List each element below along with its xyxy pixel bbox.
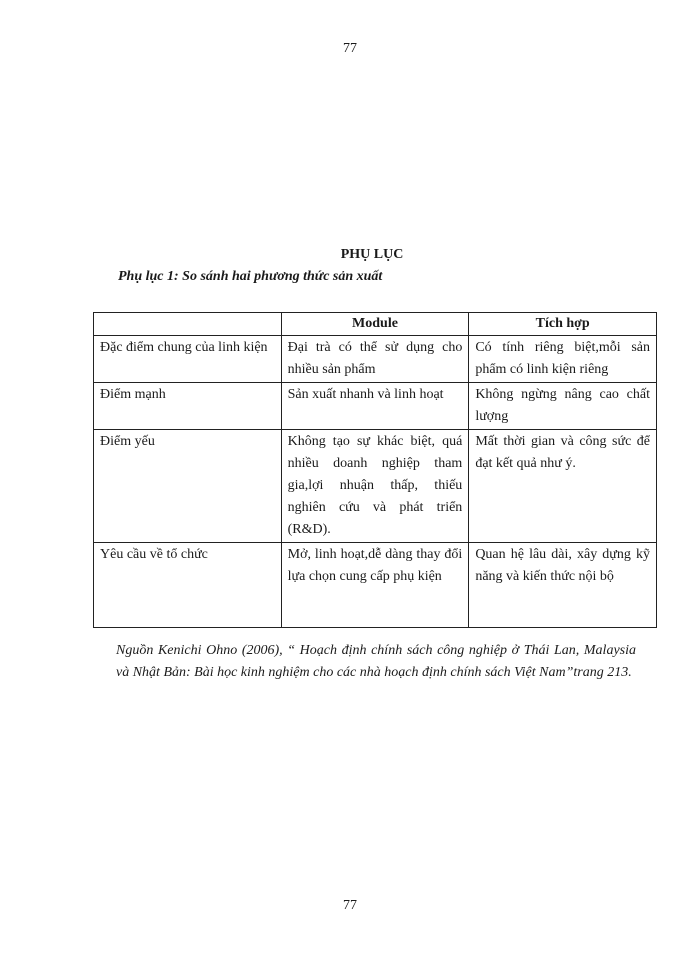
header-cell-empty xyxy=(94,313,282,336)
page-number-top: 77 xyxy=(343,41,357,56)
source-citation: Nguồn Kenichi Ohno (2006), “ Hoạch định chính sách công nghiệp ở Thái Lan, Malaysia và Nhật Bản: Bài học kinh nghiệm cho các nhà hoạch định chính sách Việt Nam”trang 213. xyxy=(116,643,636,680)
appendix-subheading: Phụ lục 1: So sánh hai phương thức sản xuất xyxy=(118,269,383,284)
integrated-cell: Không ngừng nâng cao chất lượng xyxy=(469,383,657,430)
module-cell: Sản xuất nhanh và linh hoạt xyxy=(281,383,469,430)
integrated-cell: Mất thời gian và công sức để đạt kết quả như ý. xyxy=(469,430,657,543)
integrated-cell: Quan hệ lâu dài, xây dựng kỹ năng và kiến thức nội bộ xyxy=(469,543,657,628)
integrated-cell: Có tính riêng biệt,mỗi sản phẩm có linh kiện riêng xyxy=(469,336,657,383)
row-label: Đặc điểm chung của linh kiện xyxy=(94,336,282,383)
table-row xyxy=(94,543,657,628)
module-cell: Không tạo sự khác biệt, quá nhiều doanh nghiệp tham gia,lợi nhuận thấp, thiếu nghiên cứu và phát triển (R&D). xyxy=(281,430,469,543)
row-label: Yêu cầu về tổ chức xyxy=(94,543,282,628)
row-label: Điểm mạnh xyxy=(94,383,282,430)
header-cell-module: Module xyxy=(281,313,469,336)
appendix-heading: PHỤ LỤC xyxy=(340,247,404,262)
table-header-row xyxy=(94,313,657,336)
module-cell: Mở, linh hoạt,dễ dàng thay đổi lựa chọn cung cấp phụ kiện xyxy=(281,543,469,628)
table-row xyxy=(94,383,657,430)
comparison-table xyxy=(93,312,657,628)
table-row xyxy=(94,336,657,383)
page-number-bottom: 77 xyxy=(343,898,357,913)
row-label: Điểm yếu xyxy=(94,430,282,543)
module-cell: Đại trà có thể sử dụng cho nhiều sản phẩm xyxy=(281,336,469,383)
table-row xyxy=(94,430,657,543)
header-cell-integrated: Tích hợp xyxy=(469,313,657,336)
